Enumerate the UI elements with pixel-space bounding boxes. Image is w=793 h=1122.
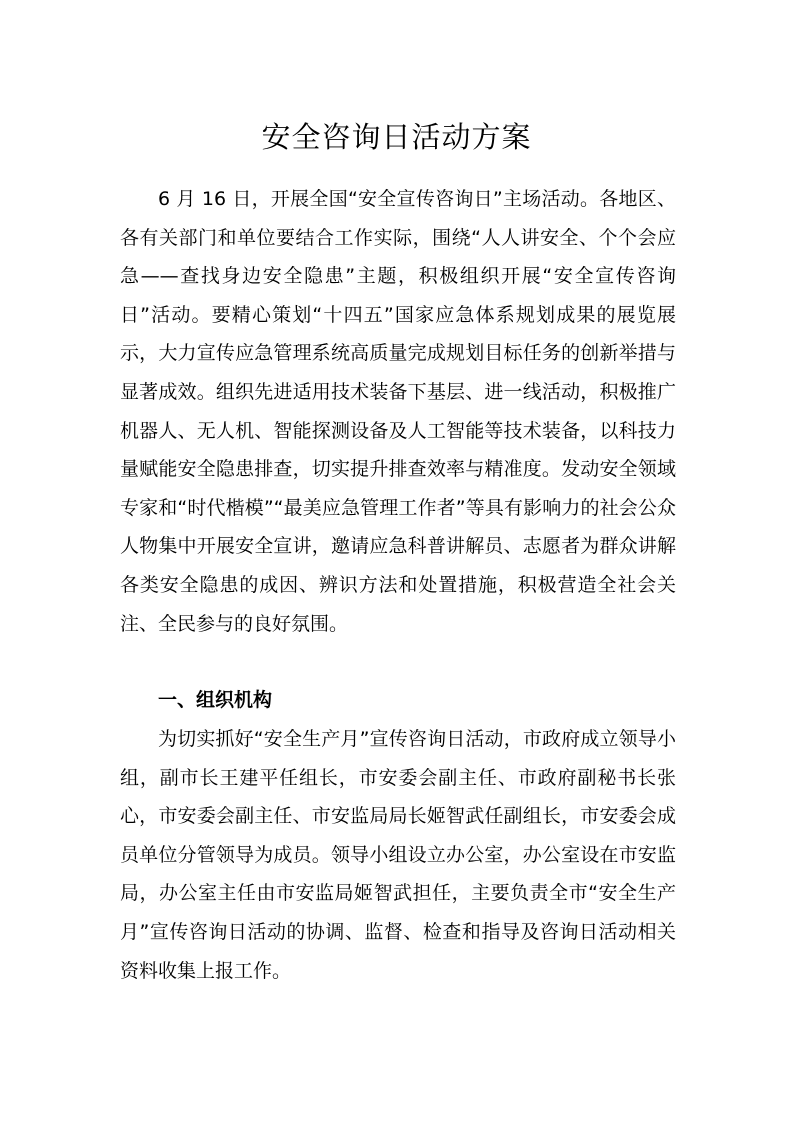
organization-paragraph: 为切实抓好“安全生产月”宣传咨询日活动，市政府成立领导小组，副市长王建平任组长，市安委会副主任、市政府副秘书长张心，市安委会副主任、市安监局局长姬智武任副组长，市安委会成员单位分管领导为成员。领导小组设立办公室，办公室设在市安监局，办公室主任由市安监局姬智武担任，主要负责全市“安全生产月”宣传咨询日活动的协调、监督、检查和指导及咨询日活动相关资料收集上报工作。 — [120, 728, 676, 982]
intro-paragraph: 6 月 16 日，开展全国“安全宣传咨询日”主场活动。各地区、各有关部门和单位要结合工作实际，围绕“人人讲安全、个个会应急——查找身边安全隐患”主题，积极组织开展“安全宣传咨询日”活动。要精心策划“十四五”国家应急体系规划成果的展览展示，大力宣传应急管理系统高质量完成规划目标任务的创新举措与显著成效。组织先进适用技术装备下基层、进一线活动，积极推广机器人、无人机、智能探测设备及人工智能等技术装备，以科技力量赋能安全隐患排查，切实提升排查效率与精准度。发动安全领域专家和“时代楷模”“最美应急管理工作者”等具有影响力的社会公众人物集中开展安全宣讲，邀请应急科普讲解员、志愿者为群众讲解各类安全隐患的成因、辨识方法和处置措施，积极营造全社会关注、全民参与的良好氛围。 — [120, 188, 676, 635]
section-heading-organization: 一、组织机构 — [158, 689, 273, 711]
document-title: 安全咨询日活动方案 — [261, 120, 532, 155]
